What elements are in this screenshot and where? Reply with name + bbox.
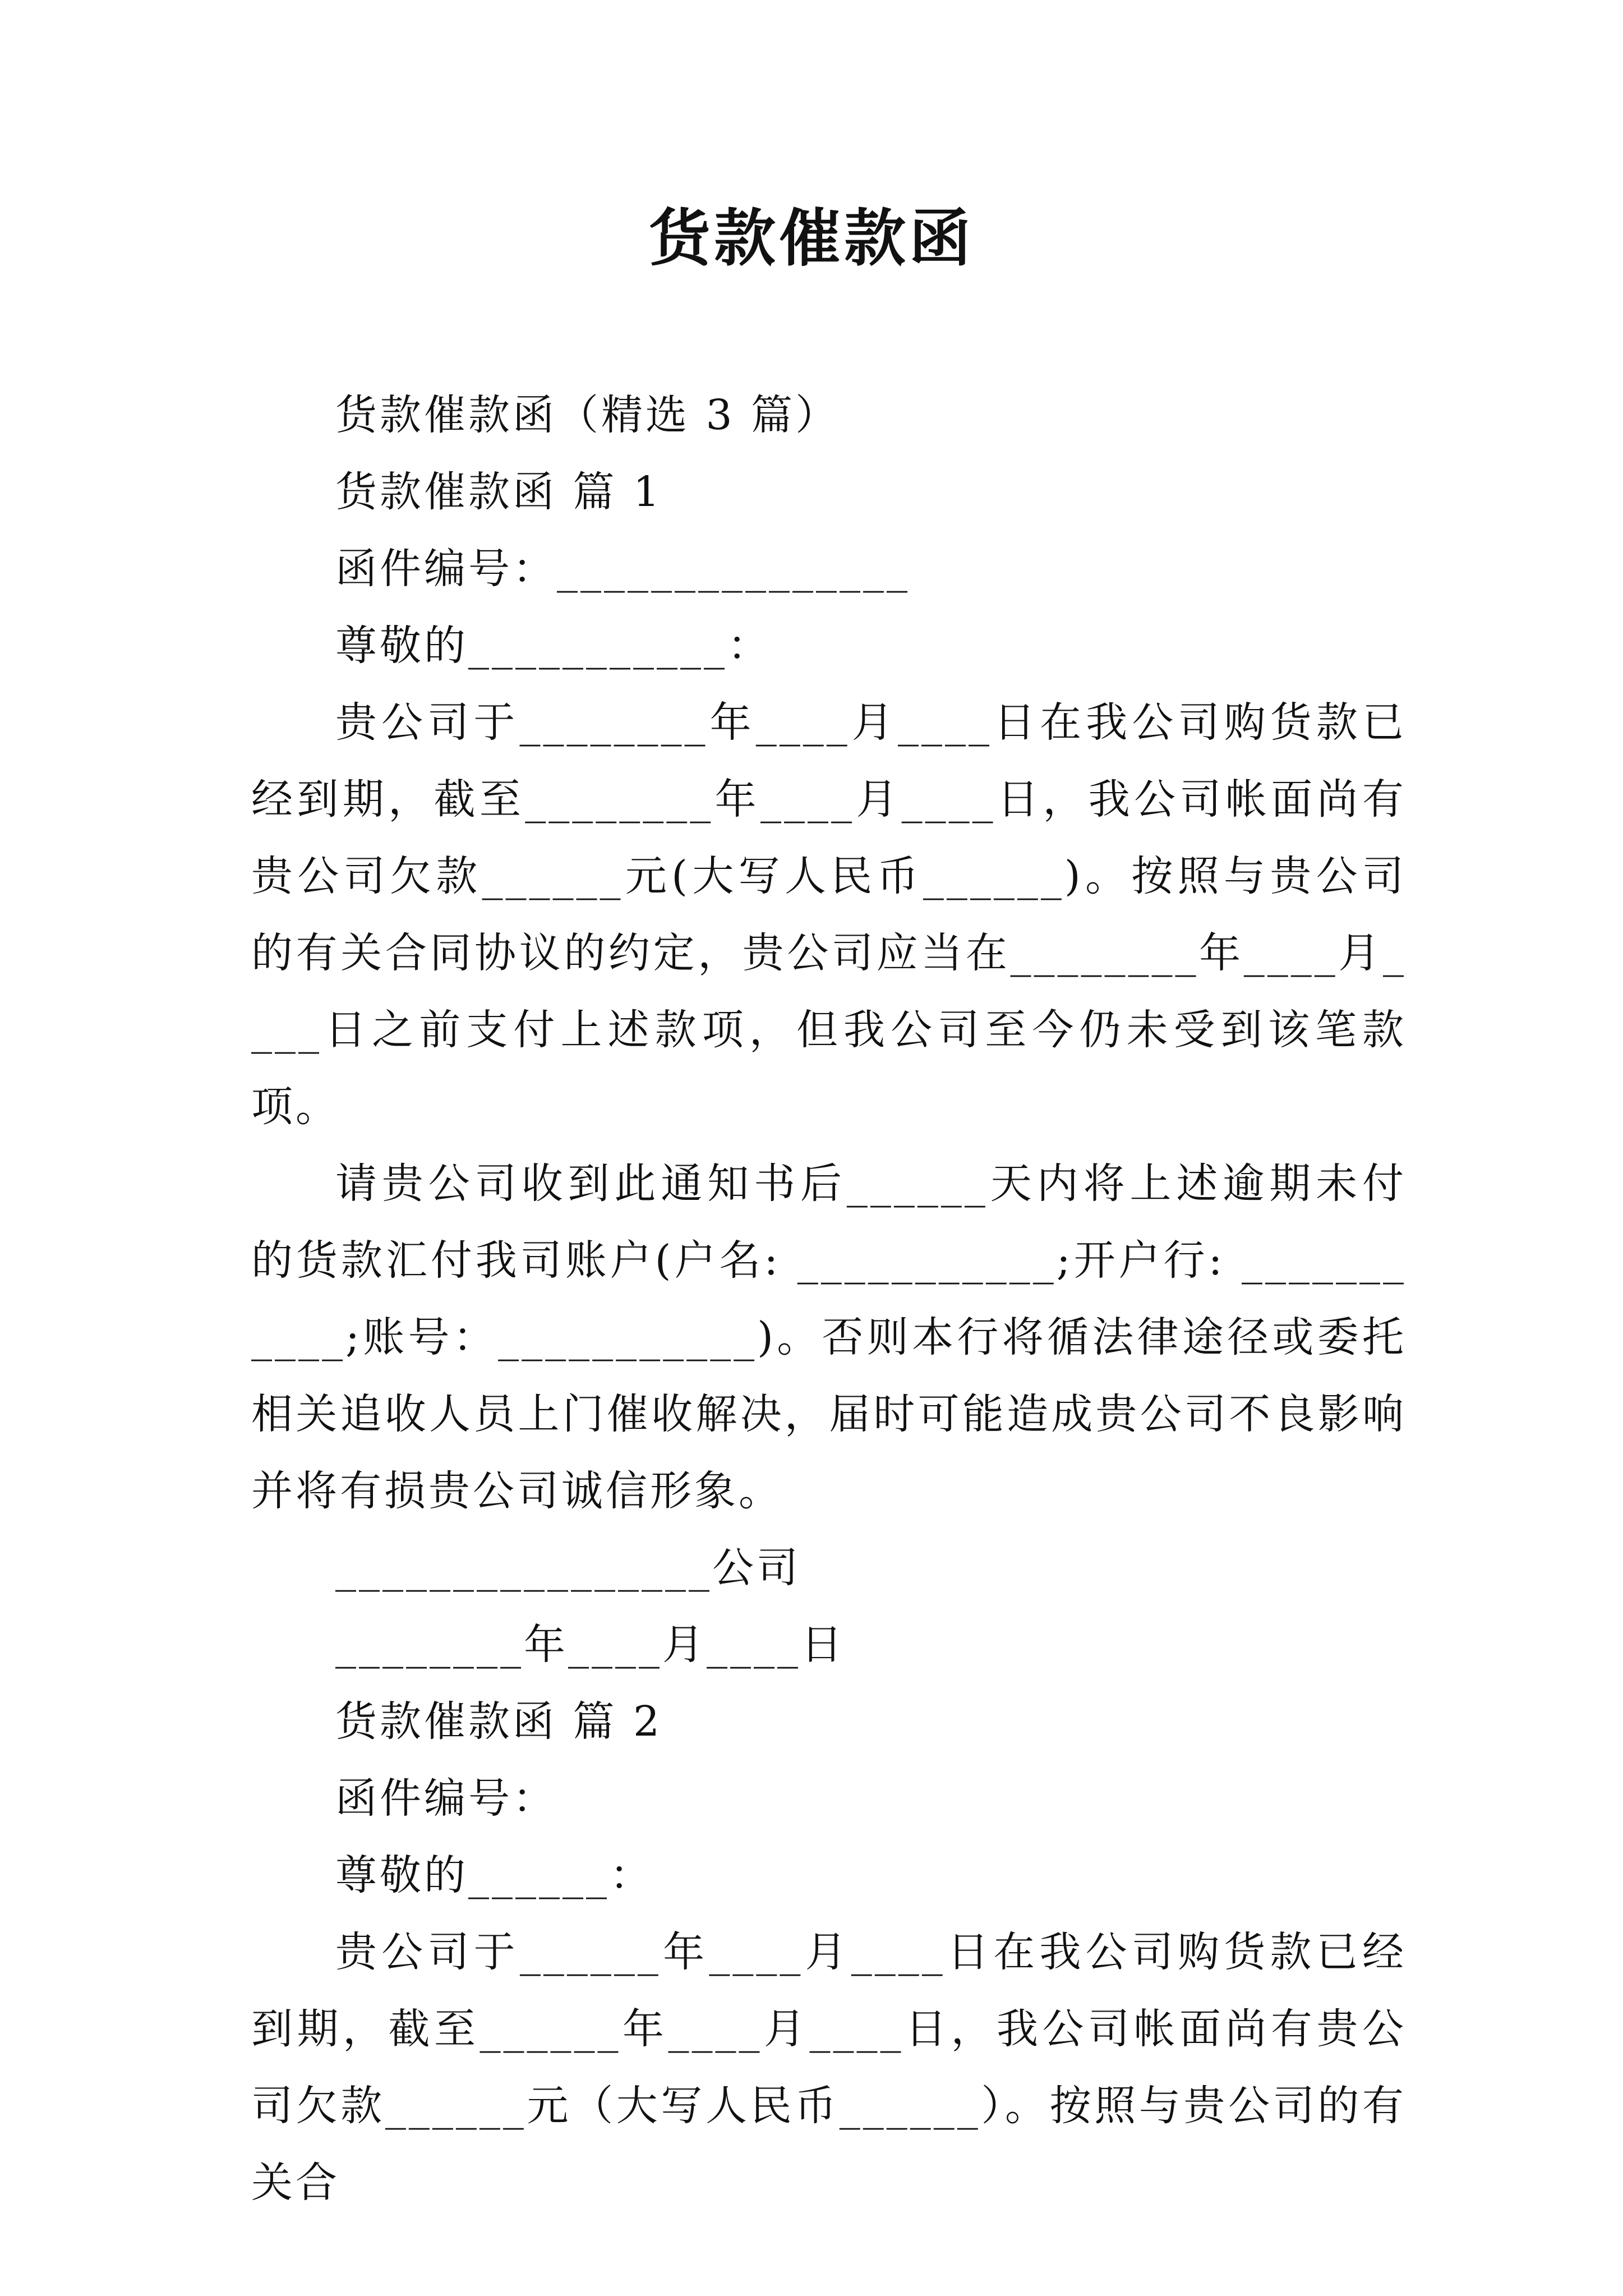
section-heading-2: 货款催款函 篇 2 — [335, 1697, 663, 1746]
paragraph-overdue-notice-2: 贵公司于______年____月____日在我公司购货款已经到期，截至______年____月____日，我公司帐面尚有贵公司欠款______元（大写人民币______）。按照与贵公司的有关合 — [251, 1928, 1407, 2207]
letter-number-line: 函件编号：_______________ — [335, 545, 910, 593]
letter-number-line-2: 函件编号： — [335, 1774, 557, 1823]
paragraph-payment-request: 请贵公司收到此通知书后______天内将上述逾期未付的货款汇付我司账户(户名: ___________;开户行: ___________;账号：___________)。否则本行将循法律途径或委托相关追收人员上门催收解决，届时可能造成贵公司不良影响并将有损贵公司诚信形象。 — [251, 1159, 1407, 1515]
document-title: 货款催款函 — [649, 202, 974, 274]
document-body — [251, 377, 1407, 2221]
paragraph-overdue-notice: 贵公司于________年____月____日在我公司购货款已经到期，截至________年____月____日，我公司帐面尚有贵公司欠款______元(大写人民币______)。按照与贵公司的有关合同协议的约定，贵公司应当在________年____月____日之前支付上述款项，但我公司至今仍未受到该笔款项。 — [251, 698, 1407, 1131]
signature-company: ________________公司 — [335, 1544, 801, 1592]
salutation-line-2: 尊敬的______： — [335, 1851, 654, 1899]
section-heading-1: 货款催款函 篇 1 — [335, 468, 663, 516]
salutation-line: 尊敬的___________： — [335, 622, 772, 670]
subtitle-selection: 货款催款函（精选 3 篇） — [335, 391, 840, 439]
signature-date: ________年____月____日 — [335, 1621, 845, 1669]
